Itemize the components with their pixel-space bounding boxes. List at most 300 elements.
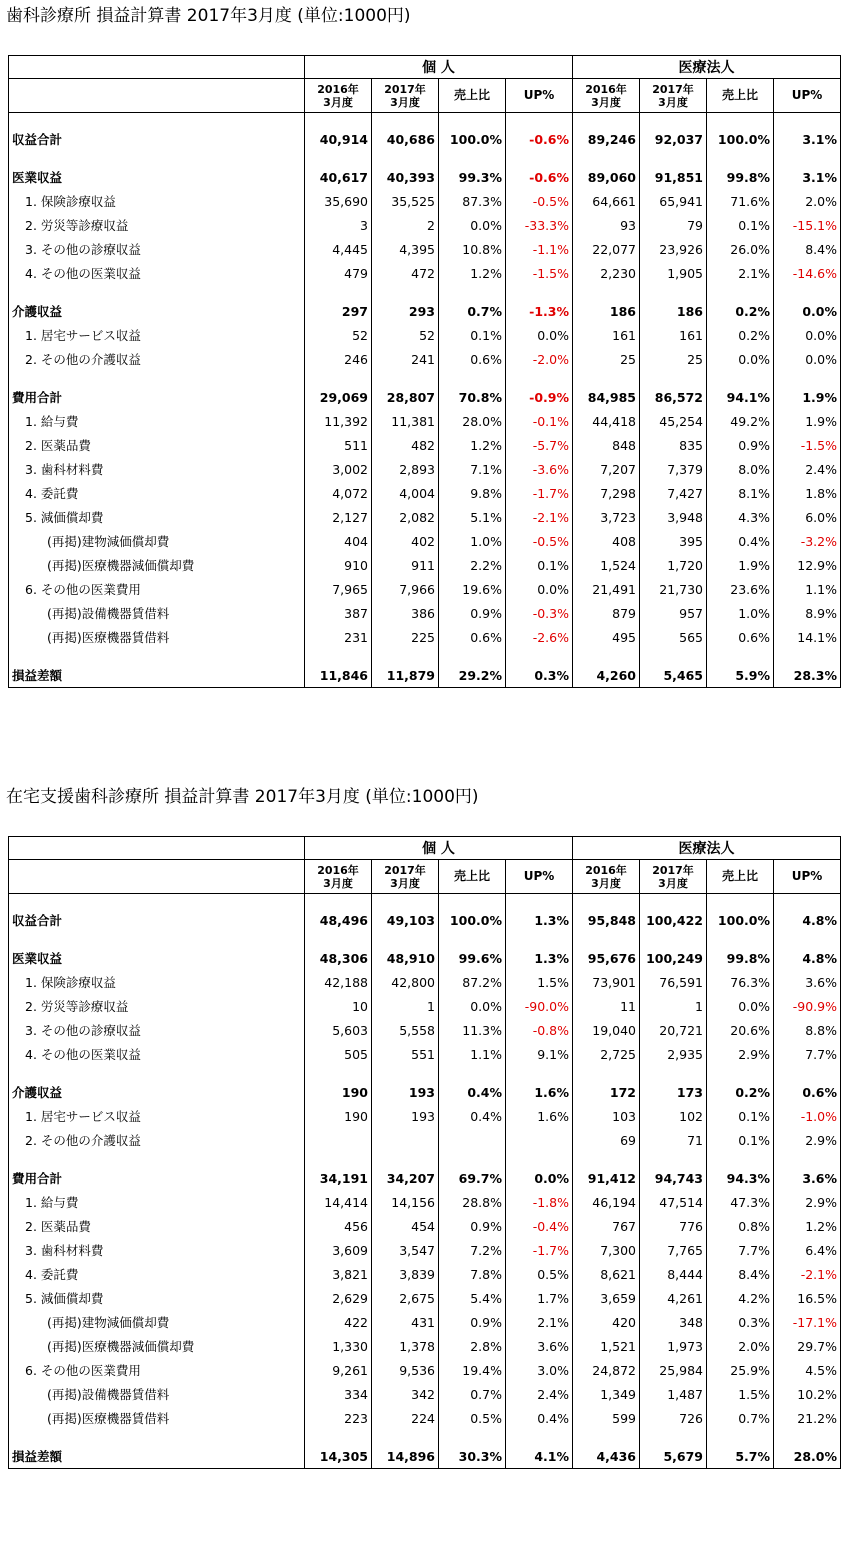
value-2017: 224 <box>372 1406 439 1430</box>
row-label: (再掲)建物減価償却費 <box>9 529 305 553</box>
value-up-percent: 7.7% <box>774 1042 841 1066</box>
value-2017: 472 <box>372 261 439 285</box>
value-sales-ratio: 28.8% <box>439 1190 506 1214</box>
value-2016: 767 <box>573 1214 640 1238</box>
row-label: 6. その他の医業費用 <box>9 577 305 601</box>
value-up-percent: 0.4% <box>506 1406 573 1430</box>
value-sales-ratio: 2.9% <box>707 1042 774 1066</box>
group-header-corporation: 医療法人 <box>573 56 841 79</box>
value-2017: 42,800 <box>372 970 439 994</box>
value-2016: 4,445 <box>305 237 372 261</box>
col-header-sales-ratio: 売上比 <box>439 79 506 113</box>
value-2016: 2,629 <box>305 1286 372 1310</box>
value-sales-ratio: 1.0% <box>707 601 774 625</box>
value-sales-ratio: 0.7% <box>707 1406 774 1430</box>
value-2017: 8,444 <box>640 1262 707 1286</box>
value-2017: 726 <box>640 1406 707 1430</box>
table-row <box>9 1166 841 1190</box>
table-row <box>9 1444 841 1469</box>
value-2016: 24,872 <box>573 1358 640 1382</box>
value-up-percent: -2.0% <box>506 347 573 371</box>
value-2016: 334 <box>305 1382 372 1406</box>
value-up-percent: 29.7% <box>774 1334 841 1358</box>
value-2017: 34,207 <box>372 1166 439 1190</box>
value-up-percent: 8.9% <box>774 601 841 625</box>
value-up-percent: -90.9% <box>774 994 841 1018</box>
value-sales-ratio: 2.0% <box>707 1334 774 1358</box>
value-2017: 431 <box>372 1310 439 1334</box>
value-sales-ratio: 0.6% <box>707 625 774 649</box>
value-2016: 5,603 <box>305 1018 372 1042</box>
col-header-2016: 2016年 3月度 <box>573 860 640 894</box>
value-2016: 44,418 <box>573 409 640 433</box>
header-blank <box>9 56 305 79</box>
spacer-row <box>9 894 841 909</box>
row-label: 1. 居宅サービス収益 <box>9 323 305 347</box>
value-2016: 599 <box>573 1406 640 1430</box>
value-2016: 103 <box>573 1104 640 1128</box>
value-up-percent: 0.6% <box>774 1080 841 1104</box>
value-up-percent: 1.1% <box>774 577 841 601</box>
value-sales-ratio: 100.0% <box>439 127 506 151</box>
row-label: 費用合計 <box>9 1166 305 1190</box>
value-sales-ratio: 1.2% <box>439 261 506 285</box>
value-up-percent: 1.6% <box>506 1104 573 1128</box>
value-2017: 20,721 <box>640 1018 707 1042</box>
value-sales-ratio: 69.7% <box>439 1166 506 1190</box>
value-up-percent: 2.9% <box>774 1190 841 1214</box>
row-label: 1. 保険診療収益 <box>9 189 305 213</box>
value-sales-ratio: 0.7% <box>439 299 506 323</box>
value-2017: 86,572 <box>640 385 707 409</box>
value-2016: 21,491 <box>573 577 640 601</box>
value-up-percent: 1.3% <box>506 946 573 970</box>
value-up-percent: -0.5% <box>506 529 573 553</box>
value-up-percent: -33.3% <box>506 213 573 237</box>
value-up-percent: -90.0% <box>506 994 573 1018</box>
value-2017: 40,686 <box>372 127 439 151</box>
value-2017: 1,487 <box>640 1382 707 1406</box>
table-row <box>9 970 841 994</box>
value-2017: 4,261 <box>640 1286 707 1310</box>
value-2016: 73,901 <box>573 970 640 994</box>
row-label: 損益差額 <box>9 1444 305 1469</box>
value-sales-ratio: 8.4% <box>707 1262 774 1286</box>
table-row <box>9 1262 841 1286</box>
col-header-2017: 2017年 3月度 <box>372 860 439 894</box>
value-sales-ratio: 5.1% <box>439 505 506 529</box>
value-2017: 45,254 <box>640 409 707 433</box>
value-up-percent: 21.2% <box>774 1406 841 1430</box>
value-2017: 3,839 <box>372 1262 439 1286</box>
value-sales-ratio: 0.6% <box>439 347 506 371</box>
value-up-percent: -0.8% <box>506 1018 573 1042</box>
col-header-sales-ratio: 売上比 <box>707 79 774 113</box>
value-up-percent: 3.0% <box>506 1358 573 1382</box>
table-row <box>9 1128 841 1152</box>
value-sales-ratio: 10.8% <box>439 237 506 261</box>
value-2016: 14,305 <box>305 1444 372 1469</box>
value-sales-ratio: 2.8% <box>439 1334 506 1358</box>
value-sales-ratio: 99.8% <box>707 165 774 189</box>
value-up-percent: -5.7% <box>506 433 573 457</box>
value-2017: 102 <box>640 1104 707 1128</box>
value-2016: 29,069 <box>305 385 372 409</box>
value-up-percent: -1.8% <box>506 1190 573 1214</box>
table-row <box>9 237 841 261</box>
value-sales-ratio: 2.1% <box>707 261 774 285</box>
value-2017: 91,851 <box>640 165 707 189</box>
row-label: 6. その他の医業費用 <box>9 1358 305 1382</box>
value-2017: 25 <box>640 347 707 371</box>
value-2017: 4,004 <box>372 481 439 505</box>
value-up-percent: -1.1% <box>506 237 573 261</box>
value-up-percent: -0.1% <box>506 409 573 433</box>
value-2017: 835 <box>640 433 707 457</box>
value-up-percent: 6.0% <box>774 505 841 529</box>
value-2016: 34,191 <box>305 1166 372 1190</box>
value-up-percent: 28.0% <box>774 1444 841 1469</box>
value-2017: 1,720 <box>640 553 707 577</box>
col-header-up-percent: UP% <box>774 79 841 113</box>
spacer-row <box>9 1430 841 1444</box>
value-up-percent: 3.6% <box>774 1166 841 1190</box>
row-label: 2. その他の介護収益 <box>9 1128 305 1152</box>
row-label: 収益合計 <box>9 127 305 151</box>
table-row <box>9 553 841 577</box>
value-sales-ratio: 4.2% <box>707 1286 774 1310</box>
value-sales-ratio: 0.6% <box>439 625 506 649</box>
value-sales-ratio: 0.4% <box>439 1104 506 1128</box>
table-row <box>9 1334 841 1358</box>
value-2016: 93 <box>573 213 640 237</box>
value-2016: 422 <box>305 1310 372 1334</box>
value-sales-ratio: 20.6% <box>707 1018 774 1042</box>
value-sales-ratio: 87.3% <box>439 189 506 213</box>
value-up-percent: -2.1% <box>506 505 573 529</box>
table-row <box>9 1104 841 1128</box>
value-2017: 2,935 <box>640 1042 707 1066</box>
value-2016: 42,188 <box>305 970 372 994</box>
value-sales-ratio: 0.1% <box>707 213 774 237</box>
row-label: (再掲)設備機器賃借料 <box>9 1382 305 1406</box>
value-up-percent: 0.0% <box>774 299 841 323</box>
row-label: 3. 歯科材料費 <box>9 1238 305 1262</box>
value-2016: 9,261 <box>305 1358 372 1382</box>
value-2016: 4,260 <box>573 663 640 688</box>
value-sales-ratio: 4.3% <box>707 505 774 529</box>
value-2016: 11 <box>573 994 640 1018</box>
row-label: 5. 減価償却費 <box>9 1286 305 1310</box>
value-2016: 48,306 <box>305 946 372 970</box>
row-label: 2. 労災等診療収益 <box>9 213 305 237</box>
value-up-percent: 10.2% <box>774 1382 841 1406</box>
header-blank <box>9 837 305 860</box>
value-sales-ratio: 26.0% <box>707 237 774 261</box>
value-2017: 1,973 <box>640 1334 707 1358</box>
value-2016: 10 <box>305 994 372 1018</box>
value-2017: 1 <box>372 994 439 1018</box>
value-2017: 7,379 <box>640 457 707 481</box>
value-up-percent: 1.2% <box>774 1214 841 1238</box>
value-up-percent: 0.0% <box>506 1166 573 1190</box>
value-2016: 511 <box>305 433 372 457</box>
value-2017: 225 <box>372 625 439 649</box>
spacer-row <box>9 151 841 165</box>
value-sales-ratio: 1.1% <box>439 1042 506 1066</box>
value-2016: 46,194 <box>573 1190 640 1214</box>
value-sales-ratio: 5.9% <box>707 663 774 688</box>
value-up-percent: 0.0% <box>506 577 573 601</box>
row-label: 3. 歯科材料費 <box>9 457 305 481</box>
value-2017: 40,393 <box>372 165 439 189</box>
row-label: 介護収益 <box>9 299 305 323</box>
table-row <box>9 481 841 505</box>
spacer-row <box>9 649 841 663</box>
value-up-percent: -3.6% <box>506 457 573 481</box>
spacer-row <box>9 285 841 299</box>
table-row <box>9 994 841 1018</box>
value-2017: 1 <box>640 994 707 1018</box>
table-row <box>9 1382 841 1406</box>
row-label: 2. その他の介護収益 <box>9 347 305 371</box>
value-2017: 11,879 <box>372 663 439 688</box>
value-sales-ratio: 7.1% <box>439 457 506 481</box>
col-header-up-percent: UP% <box>506 860 573 894</box>
value-up-percent: 1.5% <box>506 970 573 994</box>
value-2016: 25 <box>573 347 640 371</box>
value-sales-ratio: 0.9% <box>439 1310 506 1334</box>
value-sales-ratio: 0.4% <box>439 1080 506 1104</box>
value-up-percent: -1.5% <box>774 433 841 457</box>
table-row <box>9 1310 841 1334</box>
value-2016: 69 <box>573 1128 640 1152</box>
value-up-percent: -0.4% <box>506 1214 573 1238</box>
value-sales-ratio: 0.0% <box>707 347 774 371</box>
value-up-percent: -2.1% <box>774 1262 841 1286</box>
row-label: 4. 委託費 <box>9 481 305 505</box>
value-2017: 52 <box>372 323 439 347</box>
value-2017: 5,465 <box>640 663 707 688</box>
value-2017: 92,037 <box>640 127 707 151</box>
value-up-percent: -1.7% <box>506 1238 573 1262</box>
row-label: 費用合計 <box>9 385 305 409</box>
value-up-percent <box>506 1128 573 1152</box>
table-row <box>9 1214 841 1238</box>
value-2016: 231 <box>305 625 372 649</box>
value-2017: 3,547 <box>372 1238 439 1262</box>
value-sales-ratio: 0.9% <box>707 433 774 457</box>
col-header-2016: 2016年 3月度 <box>305 860 372 894</box>
value-up-percent: -1.7% <box>506 481 573 505</box>
value-up-percent: 12.9% <box>774 553 841 577</box>
value-2017: 9,536 <box>372 1358 439 1382</box>
value-2016: 95,848 <box>573 908 640 932</box>
row-label: 2. 医薬品費 <box>9 433 305 457</box>
value-up-percent: -1.3% <box>506 299 573 323</box>
value-sales-ratio: 0.0% <box>439 994 506 1018</box>
value-up-percent: 9.1% <box>506 1042 573 1066</box>
table-row <box>9 189 841 213</box>
value-sales-ratio: 7.7% <box>707 1238 774 1262</box>
value-2017: 100,249 <box>640 946 707 970</box>
value-2017: 7,765 <box>640 1238 707 1262</box>
value-2017: 5,679 <box>640 1444 707 1469</box>
value-2017: 911 <box>372 553 439 577</box>
value-up-percent: 2.1% <box>506 1310 573 1334</box>
row-label: 1. 給与費 <box>9 1190 305 1214</box>
value-sales-ratio: 47.3% <box>707 1190 774 1214</box>
value-sales-ratio: 5.4% <box>439 1286 506 1310</box>
row-label: 4. 委託費 <box>9 1262 305 1286</box>
value-sales-ratio: 0.2% <box>707 323 774 347</box>
value-2017: 21,730 <box>640 577 707 601</box>
value-up-percent: 6.4% <box>774 1238 841 1262</box>
value-2016: 479 <box>305 261 372 285</box>
value-sales-ratio: 30.3% <box>439 1444 506 1469</box>
value-2017: 565 <box>640 625 707 649</box>
report-title-home-care-dental-clinic: 在宅支援歯科診療所 損益計算書 2017年3月度 (単位:1000円) <box>6 787 479 807</box>
value-2017: 482 <box>372 433 439 457</box>
row-label: 2. 労災等診療収益 <box>9 994 305 1018</box>
table-row <box>9 347 841 371</box>
value-2016: 4,436 <box>573 1444 640 1469</box>
value-2016: 190 <box>305 1080 372 1104</box>
value-2017: 241 <box>372 347 439 371</box>
value-2017: 35,525 <box>372 189 439 213</box>
row-label: 1. 給与費 <box>9 409 305 433</box>
value-2016: 387 <box>305 601 372 625</box>
col-header-2017: 2017年 3月度 <box>640 79 707 113</box>
value-2017: 348 <box>640 1310 707 1334</box>
table-row <box>9 625 841 649</box>
value-sales-ratio: 100.0% <box>707 127 774 151</box>
table-row <box>9 1358 841 1382</box>
value-2016: 456 <box>305 1214 372 1238</box>
value-sales-ratio: 9.8% <box>439 481 506 505</box>
value-2017: 293 <box>372 299 439 323</box>
value-sales-ratio: 1.0% <box>439 529 506 553</box>
value-sales-ratio: 49.2% <box>707 409 774 433</box>
value-sales-ratio: 11.3% <box>439 1018 506 1042</box>
value-up-percent: -0.3% <box>506 601 573 625</box>
table-row <box>9 323 841 347</box>
value-2017: 454 <box>372 1214 439 1238</box>
value-2017: 14,896 <box>372 1444 439 1469</box>
value-up-percent: 4.5% <box>774 1358 841 1382</box>
value-2017: 4,395 <box>372 237 439 261</box>
value-2016: 186 <box>573 299 640 323</box>
value-up-percent: -1.5% <box>506 261 573 285</box>
row-label: 損益差額 <box>9 663 305 688</box>
table-row <box>9 127 841 151</box>
row-label: 4. その他の医業収益 <box>9 261 305 285</box>
value-up-percent: 1.9% <box>774 385 841 409</box>
value-up-percent: -1.0% <box>774 1104 841 1128</box>
value-2016: 7,298 <box>573 481 640 505</box>
value-2017: 193 <box>372 1080 439 1104</box>
value-sales-ratio: 19.6% <box>439 577 506 601</box>
value-2016: 40,914 <box>305 127 372 151</box>
value-sales-ratio: 76.3% <box>707 970 774 994</box>
col-header-2017: 2017年 3月度 <box>640 860 707 894</box>
value-up-percent: 1.3% <box>506 908 573 932</box>
value-sales-ratio: 8.0% <box>707 457 774 481</box>
value-2017: 193 <box>372 1104 439 1128</box>
value-sales-ratio: 0.5% <box>439 1406 506 1430</box>
table-row <box>9 946 841 970</box>
value-sales-ratio: 0.3% <box>707 1310 774 1334</box>
table-row <box>9 1190 841 1214</box>
value-2017: 776 <box>640 1214 707 1238</box>
row-label: 医業収益 <box>9 946 305 970</box>
col-header-sales-ratio: 売上比 <box>439 860 506 894</box>
value-2016: 2,230 <box>573 261 640 285</box>
value-2017: 2,675 <box>372 1286 439 1310</box>
value-up-percent: 3.1% <box>774 165 841 189</box>
value-up-percent: 14.1% <box>774 625 841 649</box>
row-label: 3. その他の診療収益 <box>9 1018 305 1042</box>
col-header-up-percent: UP% <box>774 860 841 894</box>
value-2016: 2,127 <box>305 505 372 529</box>
value-sales-ratio: 25.9% <box>707 1358 774 1382</box>
value-2017: 14,156 <box>372 1190 439 1214</box>
value-2017: 342 <box>372 1382 439 1406</box>
row-label: (再掲)医療機器賃借料 <box>9 1406 305 1430</box>
value-2017: 28,807 <box>372 385 439 409</box>
value-sales-ratio: 99.6% <box>439 946 506 970</box>
spacer-row <box>9 371 841 385</box>
value-2016: 161 <box>573 323 640 347</box>
table-row <box>9 1286 841 1310</box>
value-up-percent: -14.6% <box>774 261 841 285</box>
value-2016: 3,821 <box>305 1262 372 1286</box>
value-up-percent: 2.0% <box>774 189 841 213</box>
row-label: 1. 保険診療収益 <box>9 970 305 994</box>
value-2017: 7,427 <box>640 481 707 505</box>
value-sales-ratio: 0.4% <box>707 529 774 553</box>
pl-table-home-care-dental-clinic <box>8 836 841 1469</box>
value-2016: 91,412 <box>573 1166 640 1190</box>
row-label: 1. 居宅サービス収益 <box>9 1104 305 1128</box>
col-header-sales-ratio: 売上比 <box>707 860 774 894</box>
pl-table-dental-clinic <box>8 55 841 688</box>
value-2017: 173 <box>640 1080 707 1104</box>
value-up-percent: -2.6% <box>506 625 573 649</box>
value-sales-ratio: 0.0% <box>439 213 506 237</box>
value-2016: 1,524 <box>573 553 640 577</box>
col-header-2016: 2016年 3月度 <box>573 79 640 113</box>
value-2017: 23,926 <box>640 237 707 261</box>
value-2017: 551 <box>372 1042 439 1066</box>
value-2016: 404 <box>305 529 372 553</box>
value-2017: 5,558 <box>372 1018 439 1042</box>
row-label: 3. その他の診療収益 <box>9 237 305 261</box>
value-2017: 1,378 <box>372 1334 439 1358</box>
value-sales-ratio: 5.7% <box>707 1444 774 1469</box>
table-row <box>9 409 841 433</box>
value-sales-ratio: 0.1% <box>439 323 506 347</box>
value-up-percent: 0.0% <box>774 347 841 371</box>
value-2016: 172 <box>573 1080 640 1104</box>
table-row <box>9 385 841 409</box>
table-row <box>9 1018 841 1042</box>
value-2016: 1,349 <box>573 1382 640 1406</box>
value-2017 <box>372 1128 439 1152</box>
value-sales-ratio: 100.0% <box>707 908 774 932</box>
row-label: 4. その他の医業収益 <box>9 1042 305 1066</box>
value-2017: 2,082 <box>372 505 439 529</box>
